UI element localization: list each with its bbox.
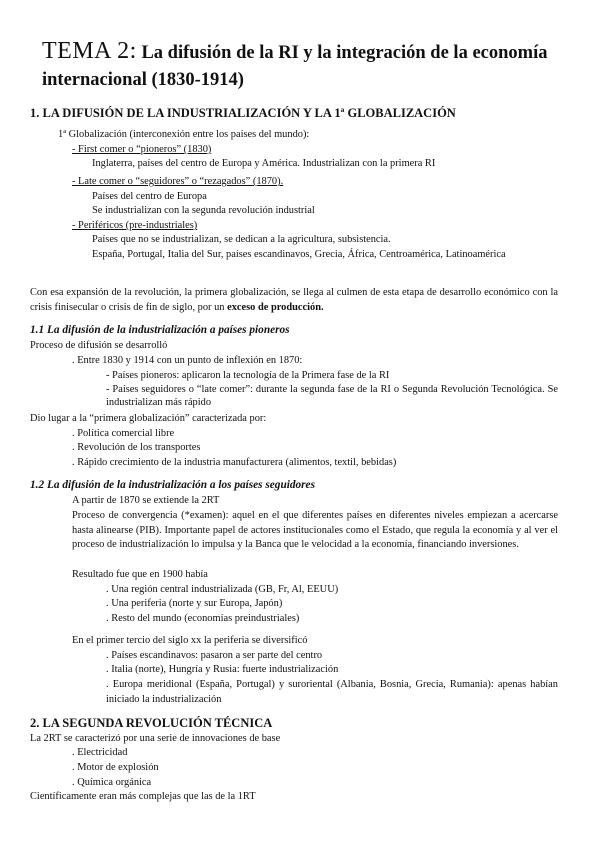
group-pioneros-line: Inglaterra, países del centro de Europa y América. Industrializan con la primera RI [92, 158, 436, 169]
section-1-heading: 1. LA DIFUSIÓN DE LA INDUSTRIALIZACIÓN Y LA 1ª GLOBALIZACIÓN [30, 106, 456, 120]
list-item: . Química orgánica [72, 777, 152, 788]
s11-pioneros: - Países pioneros: aplicaron la tecnología de la Primera fase de la RI [106, 370, 390, 381]
s2-line-1: La 2RT se caracterizó por una serie de innovaciones de base [30, 733, 281, 744]
s11-line-5: Dio lugar a la “primera globalización” caracterizada por: [30, 413, 267, 424]
s12-tercio: En el primer tercio del siglo xx la periferia se diversificó [72, 635, 308, 646]
section-1-1-heading: 1.1 La difusión de la industrialización a países pioneros [30, 324, 290, 336]
s12-convergencia-paragraph: Proceso de convergencia (*examen): aquel en el que diferentes países en diferentes niveles empiezan a acercarse hasta alinearse (PIB). Importante papel de actores institucionales como el Estado, que regula la economía y al ver el proceso de industrialización lo impulsa y la Banca que le velocidad a la economía, financiando inversiones. [72, 510, 558, 550]
list-item: . Política comercial libre [72, 428, 175, 439]
s2-line-2: Científicamente eran más complejas que las de la 1RT [30, 791, 256, 802]
title-tema: TEMA 2: [42, 38, 137, 64]
section-2-heading: 2. LA SEGUNDA REVOLUCIÓN TÉCNICA [30, 716, 273, 730]
group-seguidores-line-2: Se industrializan con la segunda revolución industrial [92, 205, 315, 216]
title-text: La difusión de la RI y la integración de la economía internacional (1830-1914) [42, 43, 548, 90]
group-seguidores-line-1: Países del centro de Europa [92, 191, 207, 202]
list-item: . Revolución de los transportes [72, 442, 201, 453]
group-perifericos-label: - Periféricos (pre-industriales) [72, 220, 198, 231]
s11-seguidores: - Países seguidores o “late comer”: durante la segunda fase de la RI o Segunda Revolución Tecnológica. Se industrializan más rápido [106, 384, 558, 409]
group-perifericos-line-1: Países que no se industrializan, se dedican a la agricultura, subsistencia. [92, 234, 391, 245]
list-item: . Electricidad [72, 747, 128, 758]
s12-resultado: Resultado fue que en 1900 había [72, 569, 208, 580]
list-item: . Una región central industrializada (GB, Fr, Al, EEUU) [106, 584, 339, 595]
paragraph-bold: exceso de producción. [227, 302, 324, 313]
group-perifericos-line-2: España, Portugal, Italia del Sur, países escandinavos, Grecia, África, Centroamérica, Latinoamérica [92, 249, 506, 260]
s11-line-2: . Entre 1830 y 1914 con un punto de inflexión en 1870: [72, 355, 303, 366]
list-item: . Resto del mundo (economías preindustriales) [106, 613, 300, 624]
section-1-paragraph [30, 285, 558, 315]
group-pioneros-label: - First comer o “pioneros” (1830) [72, 144, 212, 155]
list-item: . Una periferia (norte y sur Europa, Japón) [106, 598, 283, 609]
paragraph-text: Con esa expansión de la revolución, la primera globalización, se llega al culmen de esta etapa de desarrollo económico con la crisis finisecular o crisis de fin de siglo, por un [30, 287, 558, 313]
group-seguidores-label: - Late comer o “seguidores” o “rezagados” (1870). [72, 176, 284, 187]
list-item: . Rápido crecimiento de la industria manufacturera (alimentos, textil, bebidas) [72, 457, 397, 468]
page-title [42, 38, 562, 94]
s12-line-1: A partir de 1870 se extiende la 2RT [72, 495, 220, 506]
list-item: . Italia (norte), Hungría y Rusia: fuerte industrialización [106, 664, 339, 675]
globalizacion-intro: 1ª Globalización (interconexión entre los países del mundo): [58, 129, 310, 140]
list-item: . Europa meridional (España, Portugal) y suroriental (Albania, Bosnia, Grecia, Rumania): apenas habían iniciado la industrialización [106, 679, 558, 705]
list-item: . Países escandinavos: pasaron a ser parte del centro [106, 650, 323, 661]
section-1-2-heading: 1.2 La difusión de la industrialización a los países seguidores [30, 479, 315, 491]
list-item: . Motor de explosión [72, 762, 159, 773]
s11-line-1: Proceso de difusión se desarrolló [30, 340, 168, 351]
